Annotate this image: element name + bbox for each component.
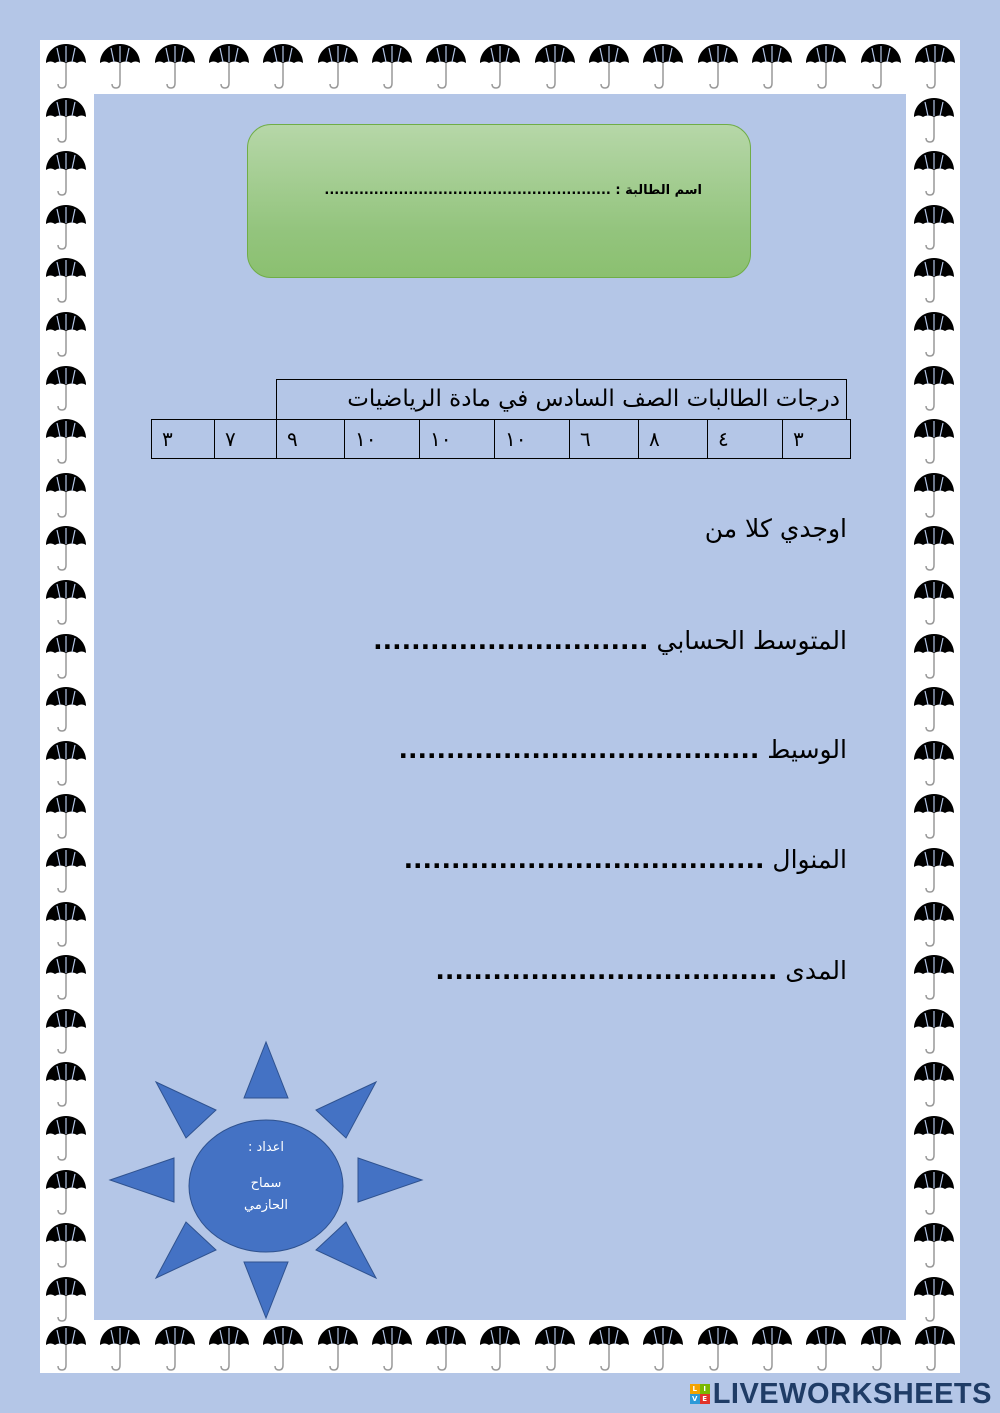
umbrella-icon [45, 524, 87, 572]
umbrella-icon [479, 42, 521, 90]
grade-cell: ٧ [215, 419, 277, 459]
grade-cell: ٣ [783, 419, 851, 459]
umbrella-icon [913, 846, 955, 894]
umbrella-icon [913, 632, 955, 680]
question-mean-label: المتوسط الحسابي [656, 626, 847, 655]
umbrella-icon [317, 42, 359, 90]
sun-ray-left [110, 1158, 174, 1202]
umbrella-icon [45, 900, 87, 948]
umbrella-icon [262, 1324, 304, 1372]
liveworksheets-brand[interactable] [690, 1378, 992, 1410]
student-name-blank[interactable]: .......................................................... [324, 183, 611, 198]
umbrella-icon [45, 471, 87, 519]
question-mode-blank[interactable]: ...................................... [403, 845, 765, 874]
question-range-blank[interactable]: .................................... [435, 956, 778, 985]
sun-ray-top [244, 1042, 288, 1098]
umbrella-icon [45, 1324, 87, 1372]
umbrella-icon [913, 1007, 955, 1055]
umbrella-icon [913, 578, 955, 626]
instruction-text [705, 514, 847, 543]
umbrella-icon [45, 1275, 87, 1323]
umbrella-icon [45, 417, 87, 465]
umbrella-icon [317, 1324, 359, 1372]
logo-letter-e: E [700, 1394, 710, 1404]
umbrella-icon [913, 203, 955, 251]
umbrella-icon [913, 256, 955, 304]
grade-cell: ٨ [639, 419, 708, 459]
instruction-label: اوجدي كلا من [704, 514, 847, 543]
umbrella-icon [45, 42, 87, 90]
umbrella-icon [425, 42, 467, 90]
umbrella-icon [45, 846, 87, 894]
umbrella-icon [45, 578, 87, 626]
umbrella-icon [45, 1007, 87, 1055]
grade-cell: ١٠ [420, 419, 495, 459]
question-median [398, 735, 847, 764]
grade-cell: ٤ [708, 419, 783, 459]
umbrella-icon [208, 1324, 250, 1372]
umbrella-icon [534, 42, 576, 90]
umbrella-icon [914, 1324, 956, 1372]
question-median-blank[interactable]: ...................................... [398, 735, 760, 764]
umbrella-icon [913, 310, 955, 358]
umbrella-icon [913, 1114, 955, 1162]
umbrella-icon [99, 1324, 141, 1372]
umbrella-icon [45, 685, 87, 733]
umbrella-icon [99, 42, 141, 90]
author-credit [190, 1120, 342, 1250]
umbrella-icon [45, 953, 87, 1001]
umbrella-icon [913, 149, 955, 197]
author-last-name: الحازمي [243, 1198, 288, 1213]
umbrella-icon [45, 364, 87, 412]
umbrella-icon [534, 1324, 576, 1372]
umbrella-icon [913, 1221, 955, 1269]
grade-cell: ٩ [277, 419, 345, 459]
umbrella-icon [45, 739, 87, 787]
liveworksheets-logo-icon [690, 1384, 710, 1404]
umbrella-icon [751, 1324, 793, 1372]
umbrella-icon [913, 471, 955, 519]
umbrella-icon [913, 417, 955, 465]
umbrella-icon [805, 42, 847, 90]
umbrella-icon [588, 1324, 630, 1372]
umbrella-icon [913, 364, 955, 412]
umbrella-icon [588, 42, 630, 90]
umbrella-icon [208, 42, 250, 90]
umbrella-icon [697, 1324, 739, 1372]
umbrella-icon [371, 42, 413, 90]
question-mode-label: المنوال [772, 845, 847, 874]
umbrella-icon [45, 149, 87, 197]
question-mean [373, 626, 847, 655]
question-mode [404, 845, 847, 874]
question-mean-blank[interactable]: ............................. [373, 626, 649, 655]
question-range-label: المدى [785, 956, 847, 985]
umbrella-icon [913, 96, 955, 144]
umbrella-icon [697, 42, 739, 90]
liveworksheets-site-name: LIVEWORKSHEETS [712, 1377, 992, 1410]
umbrella-icon [45, 310, 87, 358]
umbrella-icon [154, 42, 196, 90]
umbrella-icon [913, 1060, 955, 1108]
student-name-label-text: اسم الطالبة : [615, 183, 702, 198]
author-first-name: سماح [250, 1176, 282, 1191]
umbrella-icon [913, 524, 955, 572]
umbrella-icon [914, 42, 956, 90]
umbrella-icon [45, 792, 87, 840]
grades-table-row [151, 419, 851, 459]
umbrella-icon [371, 1324, 413, 1372]
logo-letter-l: L [690, 1384, 700, 1394]
question-median-label: الوسيط [767, 735, 847, 764]
umbrella-icon [913, 1168, 955, 1216]
question-range [435, 956, 847, 985]
umbrella-icon [479, 1324, 521, 1372]
umbrella-icon [642, 42, 684, 90]
grades-table-title: درجات الطالبات الصف السادس في مادة الرياضيات [276, 379, 847, 420]
umbrella-icon [913, 685, 955, 733]
prepared-by-label: اعداد : [247, 1140, 285, 1155]
logo-letter-v: V [690, 1394, 700, 1404]
sun-ray-bottom [244, 1262, 288, 1318]
logo-letter-i: I [700, 1384, 710, 1394]
umbrella-icon [805, 1324, 847, 1372]
umbrella-icon [45, 632, 87, 680]
grade-cell: ١٠ [345, 419, 420, 459]
umbrella-icon [45, 256, 87, 304]
grade-cell: ١٠ [495, 419, 570, 459]
grade-cell: ٣ [152, 419, 215, 459]
umbrella-icon [642, 1324, 684, 1372]
umbrella-icon [154, 1324, 196, 1372]
student-name-label [324, 183, 702, 198]
umbrella-icon [45, 1114, 87, 1162]
umbrella-icon [913, 1275, 955, 1323]
umbrella-icon [913, 900, 955, 948]
umbrella-icon [860, 42, 902, 90]
sun-ray-right [358, 1158, 422, 1202]
umbrella-icon [262, 42, 304, 90]
grade-cell: ٦ [570, 419, 639, 459]
umbrella-icon [45, 1060, 87, 1108]
umbrella-icon [751, 42, 793, 90]
umbrella-icon [913, 739, 955, 787]
umbrella-icon [45, 96, 87, 144]
umbrella-icon [45, 1221, 87, 1269]
umbrella-icon [860, 1324, 902, 1372]
student-name-box [247, 124, 751, 278]
umbrella-icon [913, 792, 955, 840]
umbrella-icon [425, 1324, 467, 1372]
umbrella-icon [45, 1168, 87, 1216]
umbrella-icon [45, 203, 87, 251]
umbrella-icon [913, 953, 955, 1001]
